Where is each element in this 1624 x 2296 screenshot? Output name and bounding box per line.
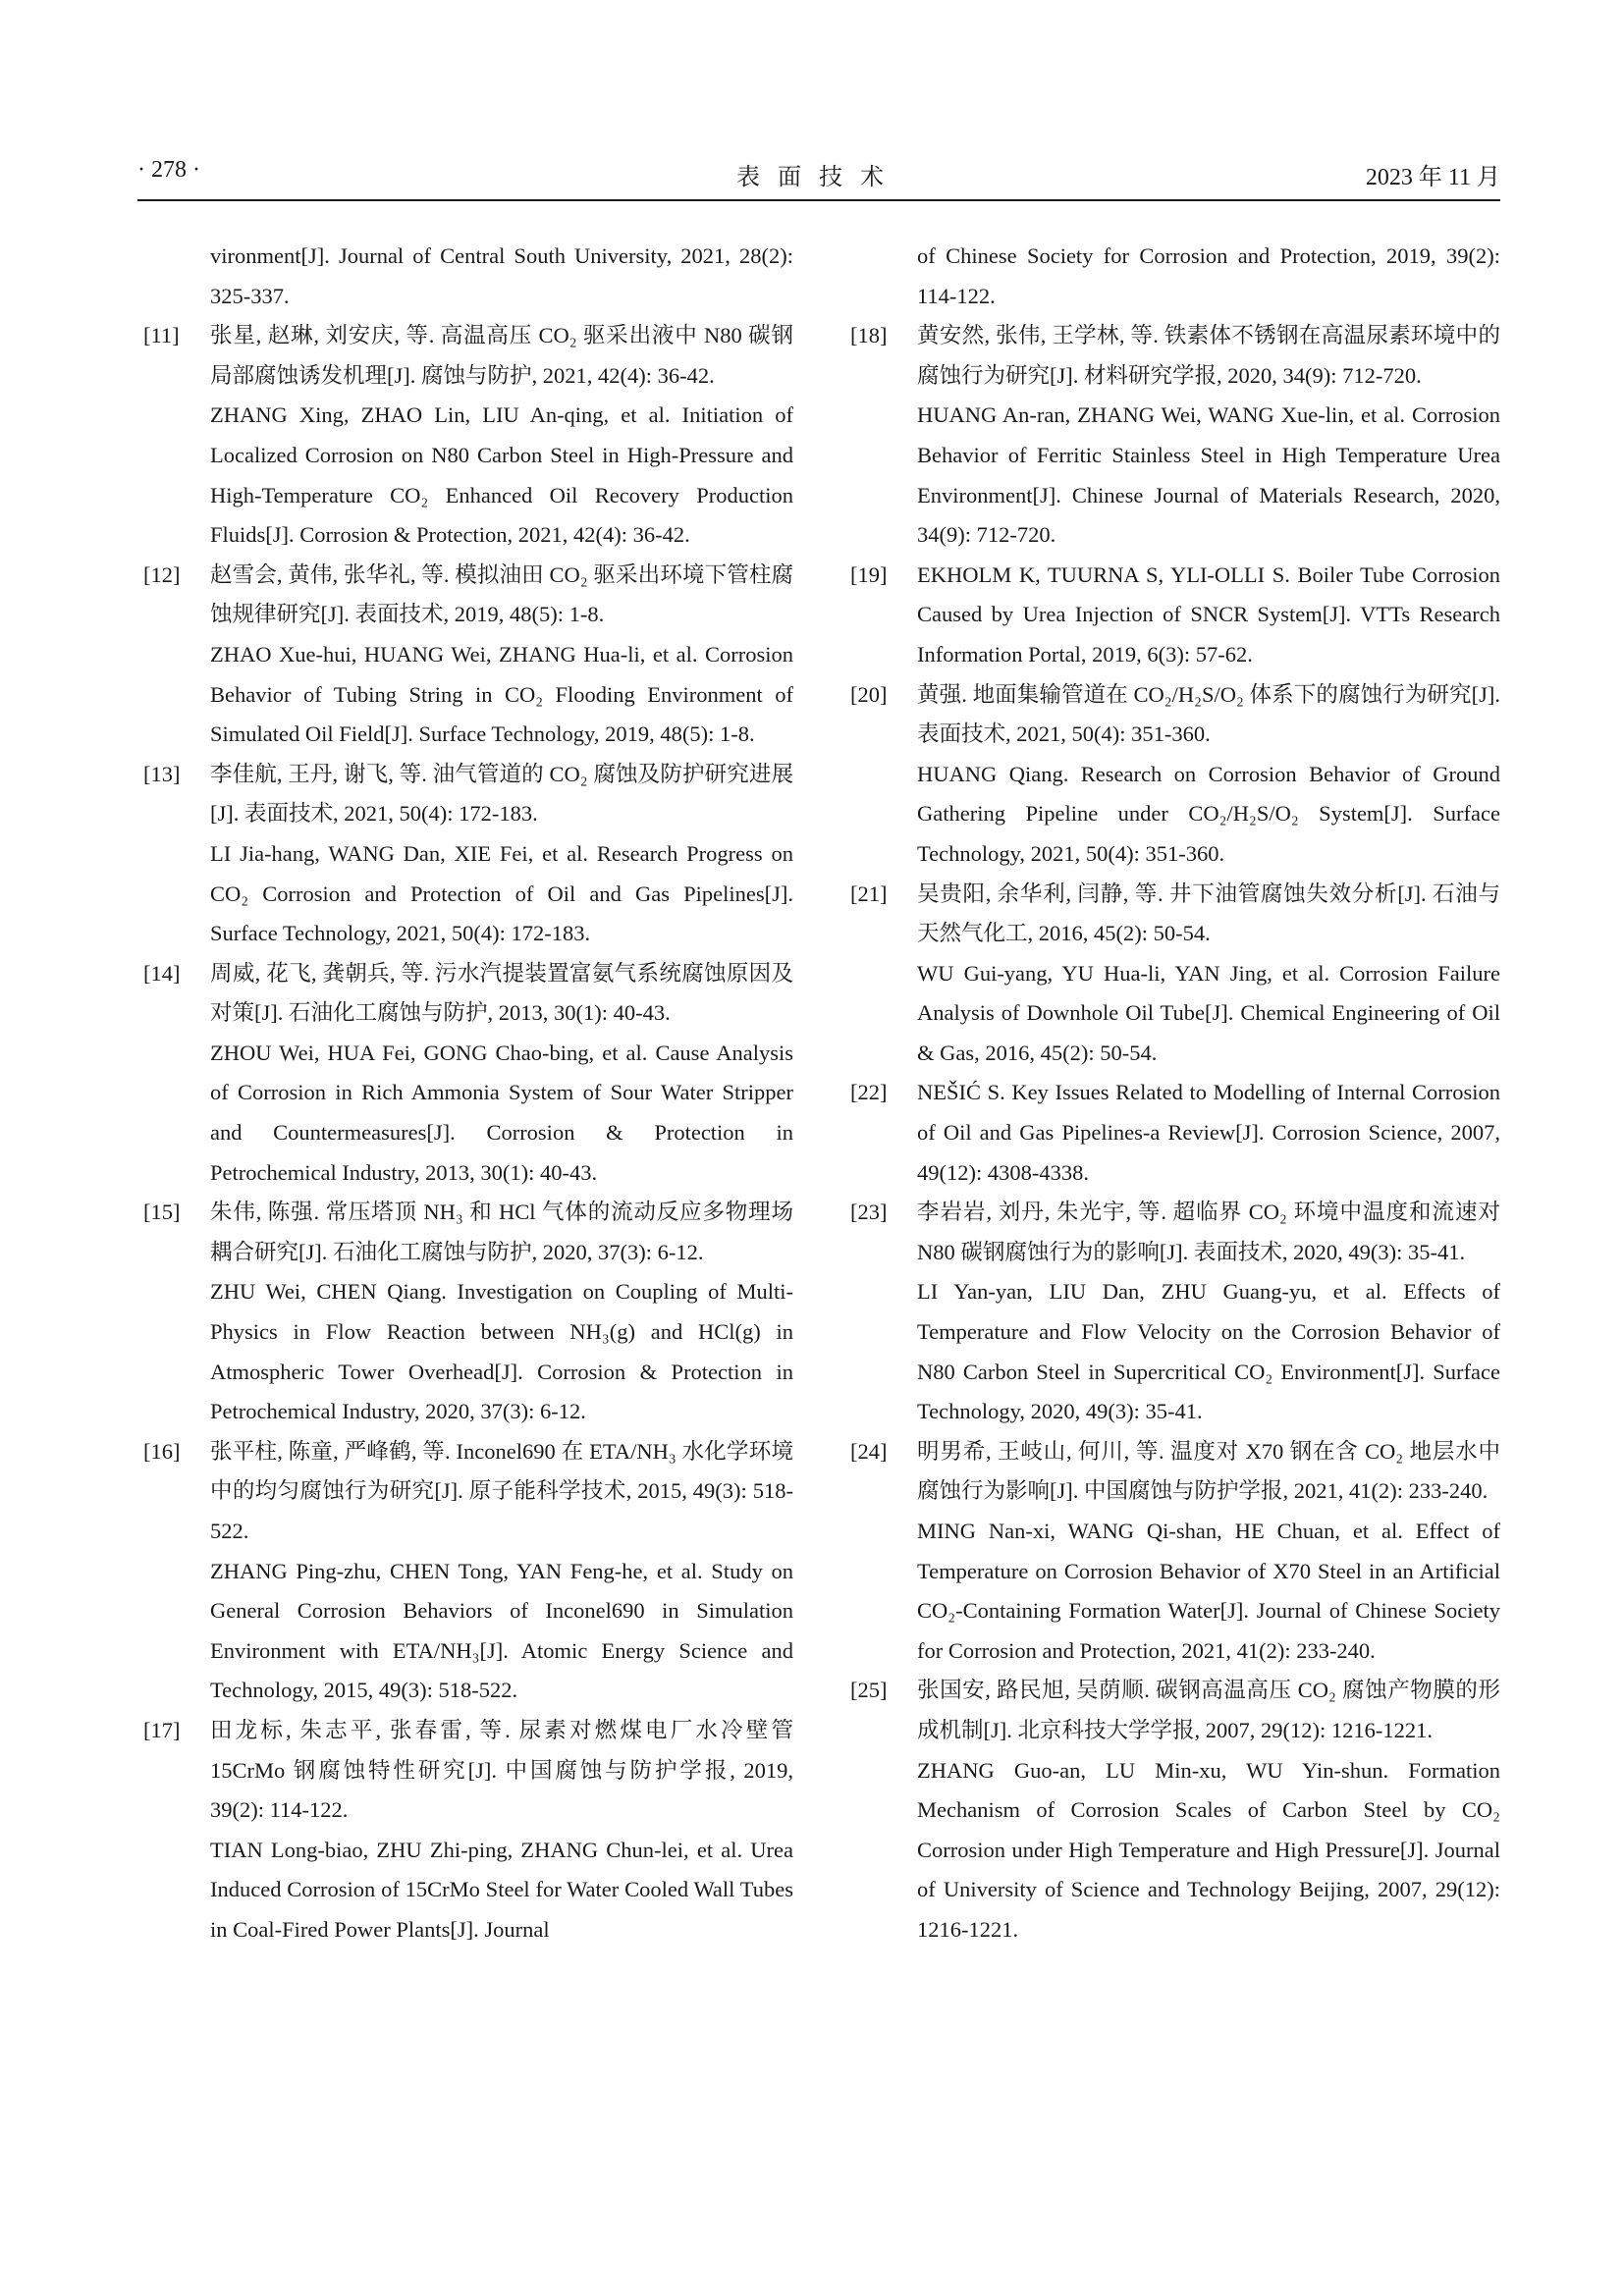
- reference-zh: 张星, 赵琳, 刘安庆, 等. 高温高压 CO₂ 驱采出液中 N80 碳钢局部腐蚀诱发机理[J]. 腐蚀与防护, 2021, 42(4): 36-42.: [210, 323, 793, 388]
- reference-number: [17]: [143, 1717, 181, 1742]
- reference-zh: 李岩岩, 刘丹, 朱光宇, 等. 超临界 CO₂ 环境中温度和流速对 N80 碳钢腐蚀行为的影响[J]. 表面技术, 2020, 49(3): 35-41.: [917, 1200, 1500, 1264]
- reference-zh: 李佳航, 王丹, 谢飞, 等. 油气管道的 CO₂ 腐蚀及防护研究进展[J]. 表面技术, 2021, 50(4): 172-183.: [210, 761, 793, 827]
- reference-zh: 朱伟, 陈强. 常压塔顶 NH₃ 和 HCl 气体的流动反应多物理场耦合研究[J]. 石油化工腐蚀与防护, 2020, 37(3): 6-12.: [210, 1200, 793, 1264]
- reference-number: [23]: [850, 1200, 888, 1225]
- reference-zh: 黄安然, 张伟, 王学林, 等. 铁素体不锈钢在高温尿素环境中的腐蚀行为研究[J]. 材料研究学报, 2020, 34(9): 712-720.: [917, 323, 1500, 388]
- reference-number: [21]: [850, 881, 888, 906]
- reference-en: ZHU Wei, CHEN Qiang. Investigation on Coupling of Multi-Physics in Flow Reaction between NH₃(g) and HCl(g) in Atmospheric Tower Overhead[J]. Corrosion & Protection in Petrochemical Industry, 2020, 37(3): 6-12.: [210, 1279, 793, 1424]
- header-rule: [137, 199, 1500, 201]
- reference-number: [19]: [850, 561, 888, 587]
- reference-en: LI Jia-hang, WANG Dan, XIE Fei, et al. Research Progress on CO₂ Corrosion and Protection of Oil and Gas Pipelines[J]. Surface Technology, 2021, 50(4): 172-183.: [210, 840, 793, 946]
- reference-item: [143, 1193, 793, 1432]
- reference-zh: 张国安, 路民旭, 吴荫顺. 碳钢高温高压 CO₂ 腐蚀产物膜的形成机制[J]. 北京科技大学学报, 2007, 29(12): 1216-1221.: [917, 1678, 1500, 1742]
- reference-zh: 周威, 花飞, 龚朝兵, 等. 污水汽提装置富氨气系统腐蚀原因及对策[J]. 石油化工腐蚀与防护, 2013, 30(1): 40-43.: [210, 960, 793, 1026]
- reference-number: [25]: [850, 1678, 888, 1703]
- reference-number: [11]: [143, 323, 180, 348]
- reference-item: [143, 954, 793, 1194]
- reference-item: [850, 316, 1500, 556]
- reference-number: [22]: [850, 1080, 888, 1105]
- reference-number: [13]: [143, 761, 181, 786]
- reference-en: ZHANG Xing, ZHAO Lin, LIU An-qing, et al. Initiation of Localized Corrosion on N80 Carbon Steel in High-Pressure and High-Temperature CO₂ Enhanced Oil Recovery Production Fluids[J]. Corrosion & Protection, 2021, 42(4): 36-42.: [210, 402, 793, 548]
- reference-en: ZHANG Guo-an, LU Min-xu, WU Yin-shun. Formation Mechanism of Corrosion Scales of Carbon Steel by CO₂ Corrosion under High Temperature and High Pressure[J]. Journal of University of Science and Technology Beijing, 2007, 29(12): 1216-1221.: [917, 1757, 1500, 1942]
- reference-zh: 赵雪会, 黄伟, 张华礼, 等. 模拟油田 CO₂ 驱采出环境下管柱腐蚀规律研究[J]. 表面技术, 2019, 48(5): 1-8.: [210, 561, 793, 627]
- reference-en: HUANG An-ran, ZHANG Wei, WANG Xue-lin, et al. Corrosion Behavior of Ferritic Stainless Steel in High Temperature Urea Environment[J]. Chinese Journal of Materials Research, 2020, 34(9): 712-720.: [917, 402, 1500, 548]
- reference-number: [24]: [850, 1438, 888, 1464]
- reference-zh: 吴贵阳, 余华利, 闫静, 等. 井下油管腐蚀失效分析[J]. 石油与天然气化工, 2016, 45(2): 50-54.: [917, 881, 1500, 946]
- reference-en: WU Gui-yang, YU Hua-li, YAN Jing, et al. Corrosion Failure Analysis of Downhole Oil Tube[J]. Chemical Engineering of Oil & Gas, 2016, 45(2): 50-54.: [917, 960, 1500, 1065]
- reference-en: ZHAO Xue-hui, HUANG Wei, ZHANG Hua-li, et al. Corrosion Behavior of Tubing String in CO₂ Flooding Environment of Simulated Oil Field[J]. Surface Technology, 2019, 48(5): 1-8.: [210, 641, 793, 747]
- reference-en: TIAN Long-biao, ZHU Zhi-ping, ZHANG Chun-lei, et al. Urea Induced Corrosion of 15CrMo Steel for Water Cooled Wall Tubes in Coal-Fired Power Plants[J]. Journal: [210, 1837, 793, 1942]
- right-column: [850, 237, 1500, 1950]
- reference-number: [15]: [143, 1200, 181, 1225]
- reference-item: [850, 556, 1500, 675]
- reference-item: [850, 1073, 1500, 1193]
- reference-en: EKHOLM K, TUURNA S, YLI-OLLI S. Boiler Tube Corrosion Caused by Urea Injection of SNCR System[J]. VTTs Research Information Portal, 2019, 6(3): 57-62.: [917, 561, 1500, 667]
- reference-en: MING Nan-xi, WANG Qi-shan, HE Chuan, et al. Effect of Temperature on Corrosion Behavior of X70 Steel in an Artificial CO₂-Containing Formation Water[J]. Journal of Chinese Society for Corrosion and Protection, 2021, 41(2): 233-240.: [917, 1519, 1500, 1663]
- reference-item: [850, 1193, 1500, 1432]
- reference-number: [18]: [850, 323, 888, 348]
- reference-item: [850, 1432, 1500, 1672]
- reference-en: NEŠIĆ S. Key Issues Related to Modelling of Internal Corrosion of Oil and Gas Pipelines-a Review[J]. Corrosion Science, 2007, 49(12): 4308-4338.: [917, 1080, 1500, 1185]
- page-number: · 278 ·: [137, 157, 200, 183]
- reference-zh: 黄强. 地面集输管道在 CO₂/H₂S/O₂ 体系下的腐蚀行为研究[J]. 表面技术, 2021, 50(4): 351-360.: [917, 681, 1500, 747]
- reference-en: HUANG Qiang. Research on Corrosion Behavior of Ground Gathering Pipeline under CO₂/H₂S/O₂ System[J]. Surface Technology, 2021, 50(4): 351-360.: [917, 761, 1500, 866]
- journal-title: 表面技术: [736, 165, 901, 190]
- reference-item: [143, 556, 793, 755]
- reference-item: [850, 675, 1500, 875]
- reference-item: [143, 755, 793, 954]
- running-header: [137, 157, 1500, 196]
- reference-zh: 田龙标, 朱志平, 张春雷, 等. 尿素对燃煤电厂水冷壁管 15CrMo 钢腐蚀特性研究[J]. 中国腐蚀与防护学报, 2019, 39(2): 114-122.: [210, 1717, 793, 1823]
- reference-number: [12]: [143, 561, 181, 587]
- reference-continuation: vironment[J]. Journal of Central South University, 2021, 28(2): 325-337.: [210, 243, 793, 308]
- reference-number: [14]: [143, 960, 181, 986]
- reference-en: ZHANG Ping-zhu, CHEN Tong, YAN Feng-he, et al. Study on General Corrosion Behaviors of Inconel690 in Simulation Environment with ETA/NH₃[J]. Atomic Energy Science and Technology, 2015, 49(3): 518-522.: [210, 1558, 793, 1703]
- reference-number: [20]: [850, 681, 888, 707]
- reference-en: LI Yan-yan, LIU Dan, ZHU Guang-yu, et al. Effects of Temperature and Flow Velocity on the Corrosion Behavior of N80 Carbon Steel in Supercritical CO₂ Environment[J]. Surface Technology, 2020, 49(3): 35-41.: [917, 1279, 1500, 1424]
- reference-item: [850, 875, 1500, 1074]
- reference-item: [143, 1432, 793, 1711]
- left-column: [143, 237, 793, 1950]
- reference-continuation: of Chinese Society for Corrosion and Protection, 2019, 39(2): 114-122.: [917, 243, 1500, 308]
- reference-zh: 明男希, 王岐山, 何川, 等. 温度对 X70 钢在含 CO₂ 地层水中腐蚀行为影响[J]. 中国腐蚀与防护学报, 2021, 41(2): 233-240.: [917, 1438, 1500, 1504]
- reference-item: [143, 316, 793, 556]
- reference-en: ZHOU Wei, HUA Fei, GONG Chao-bing, et al. Cause Analysis of Corrosion in Rich Ammonia System of Sour Water Stripper and Countermeasures[J]. Corrosion & Protection in Petrochemical Industry, 2013, 30(1): 40-43.: [210, 1040, 793, 1185]
- reference-item: [143, 1711, 793, 1950]
- reference-number: [16]: [143, 1438, 181, 1464]
- reference-item: [850, 1671, 1500, 1949]
- reference-zh: 张平柱, 陈童, 严峰鹤, 等. Inconel690 在 ETA/NH₃ 水化学环境中的均匀腐蚀行为研究[J]. 原子能科学技术, 2015, 49(3): 518-522.: [210, 1438, 793, 1543]
- issue-date: 2023 年 11 月: [1365, 165, 1500, 190]
